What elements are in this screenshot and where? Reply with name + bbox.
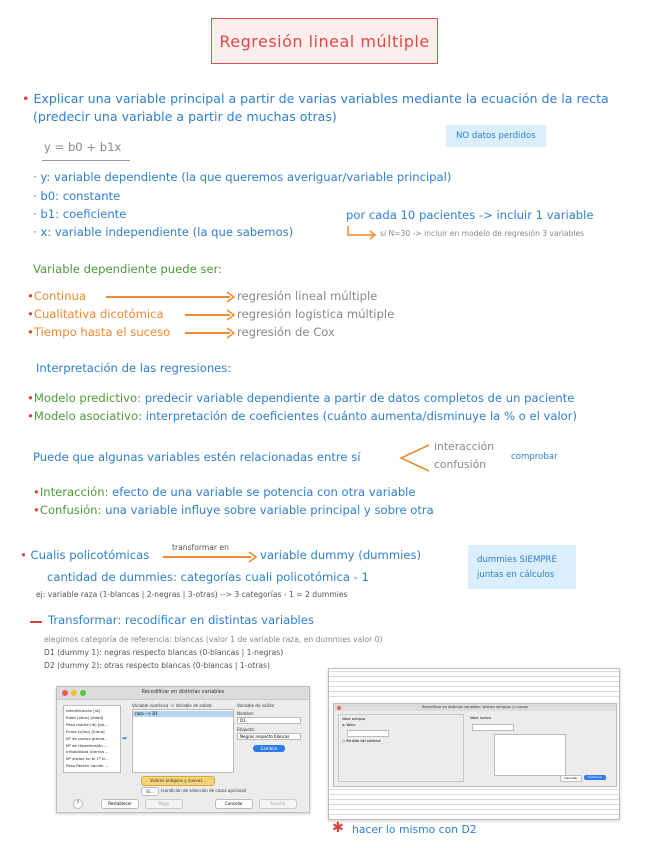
if-condition-text: (condición de selección de casos opcional): [161, 788, 247, 793]
asterisk-icon: ✱: [332, 820, 344, 836]
old-value-label: Valor antiguo: [342, 717, 366, 721]
variable-item[interactable]: Edad (años) [edad]: [66, 714, 104, 720]
type-label: Cualitativa dicotómica: [33, 307, 164, 321]
mapping-list[interactable]: [132, 709, 234, 773]
if-button[interactable]: Si...: [141, 787, 159, 796]
definition-y: · y: variable dependiente (la que queremos averiguar/variable principal): [33, 170, 452, 184]
move-arrow-icon[interactable]: ➡: [122, 735, 128, 742]
arrow-line: [163, 556, 251, 558]
spreadsheet-rows-bottom: [329, 787, 619, 819]
type-label: Continua: [33, 289, 86, 303]
mapping-item[interactable]: raza --> D1: [133, 711, 233, 717]
variable-item[interactable]: Peso madre (lb) [pe...: [66, 721, 108, 727]
model-logistic: regresión logística múltiple: [237, 307, 395, 321]
intro-line-2: (predecir una variable a partir de muchas otras): [33, 109, 337, 124]
arrow-line: [185, 332, 230, 334]
associative-model: •Modelo asociativo: interpretación de coeficientes (cuánto aumenta/disminuye la % o el valor): [27, 409, 578, 423]
data-editor-screenshot: [328, 668, 620, 820]
model-linear: regresión lineal múltiple: [237, 289, 378, 303]
dummies-note-line-1: dummies SIEMPRE: [477, 555, 557, 565]
variable-item[interactable]: Irritabilidad Uterina ...: [66, 749, 109, 755]
variable-list[interactable]: [63, 705, 121, 773]
associative-label: Modelo asociativo:: [33, 409, 142, 423]
dialog-title: Recodificar en distintas variables: [141, 689, 225, 695]
predictive-text: predecir variable dependiente a partir de datos completos de un paciente: [144, 391, 575, 405]
interaction-label: Interacción:: [39, 485, 109, 499]
type-continua: •Continua: [27, 289, 86, 303]
dummies-note: [468, 545, 576, 589]
type-dicotomica: •Cualitativa dicotómica: [27, 307, 164, 321]
old-value-group: [338, 714, 464, 782]
intro-text-1: Explicar una variable principal a partir de varias variables mediante la ecuación de la recta: [33, 91, 609, 106]
value-option[interactable]: ◉ Valor:: [342, 723, 357, 727]
final-note: hacer lo mismo con D2: [352, 823, 477, 836]
type-tiempo: •Tiempo hasta el suceso: [27, 325, 171, 339]
intro-line-1: [22, 91, 609, 106]
name-input[interactable]: D1: [237, 717, 301, 724]
model-cox: regresión de Cox: [237, 325, 335, 339]
bent-arrow-icon: [346, 224, 380, 240]
definition-b1: · b1: coeficiente: [33, 207, 127, 221]
transform-heading: Transformar: recodificar en distintas variables: [48, 613, 314, 627]
label-input[interactable]: Negras respecto blancas: [237, 733, 301, 740]
variable-list-items: [66, 708, 109, 770]
new-value-input[interactable]: [472, 724, 514, 731]
output-header: Variable de salida: [237, 703, 275, 708]
transform-line-2: D1 (dummy 1): negras respecto blancas (0-blancas | 1-negras): [44, 648, 284, 657]
old-new-values-button[interactable]: Valores antiguos y nuevos...: [141, 776, 215, 786]
definition-b0: · b0: constante: [33, 189, 121, 203]
arrow-head-icon: [248, 551, 258, 563]
dummies-note-line-2: juntas en cálculos: [477, 570, 555, 580]
old-new-list[interactable]: [494, 734, 566, 776]
continue-button[interactable]: Continuar: [584, 775, 606, 780]
label-label: Etiqueta:: [237, 727, 256, 732]
variable-item[interactable]: Identificación [id]: [66, 708, 100, 713]
missing-data-note: NO datos perdidos: [446, 125, 546, 147]
dialog-titlebar: [57, 687, 309, 700]
arrow-head-icon: [226, 309, 236, 321]
mapping-header: Variable numérica -> Variable de salida:: [132, 703, 213, 708]
variable-item[interactable]: Nº de Hipertensión ...: [66, 742, 108, 748]
old-new-values-dialog: [333, 703, 617, 787]
predictive-model: •Modelo predictivo: predecir variable dependiente a partir de datos completos de un paciente: [27, 391, 575, 405]
bullet-dot: •: [22, 91, 30, 106]
change-button[interactable]: Cambiar: [253, 745, 285, 752]
sysmiss-option[interactable]: ○ Perdido del sistema: [342, 739, 381, 743]
sysmiss-label: Perdido del sistema: [346, 739, 381, 743]
sample-rule-example: si N=30 -> incluir en modelo de regresión 3 variables: [380, 229, 585, 238]
variable-item[interactable]: Fuma (sí/no) [fuma]: [66, 728, 105, 734]
predictive-label: Modelo predictivo:: [33, 391, 142, 405]
policotomic-label: • Cualis policotómicas: [20, 548, 150, 562]
variable-item[interactable]: Nº de partos prema...: [66, 735, 108, 741]
variable-item[interactable]: Nº visitas en el 1º tr...: [66, 756, 109, 762]
variable-item[interactable]: Peso Recién nacido ...: [66, 763, 109, 769]
arrow-head-icon: [226, 327, 236, 339]
arrow-line: [106, 296, 230, 298]
new-value-label: Valor nuevo: [470, 716, 491, 720]
new-value-group: [468, 714, 612, 780]
type-label: Tiempo hasta el suceso: [33, 325, 171, 339]
spreadsheet-rows-top: [329, 669, 619, 701]
transform-arrow-label: transformar en: [172, 543, 229, 552]
sample-rule: por cada 10 pacientes -> incluir 1 variable: [346, 208, 594, 222]
dialog-title: Recodificar en distintas variables: Valores antiguos y nuevos: [421, 705, 529, 709]
relations-text: Puede que algunas variables estén relacionadas entre sí: [33, 450, 361, 464]
accept-button[interactable]: Aceptar: [259, 799, 297, 809]
old-value-input[interactable]: [347, 730, 389, 737]
dialog-titlebar: [334, 704, 616, 711]
cancel-button[interactable]: Cancelar: [560, 775, 582, 782]
branch-interaction: interacción: [434, 440, 495, 453]
dummy-count: cantidad de dummies: categorías cuali policotómica - 1: [47, 570, 369, 584]
value-option-label: Valor:: [346, 723, 357, 727]
confusion-text: una variable influye sobre variable principal y sobre otra: [105, 503, 434, 517]
check-label: comprobar: [511, 452, 558, 462]
interpretation-heading: Interpretación de las regresiones:: [36, 361, 232, 375]
dash-marker: [30, 621, 42, 623]
recode-dialog: [56, 686, 310, 813]
interaction-item: •Interacción: efecto de una variable se potencia con otra variable: [33, 485, 416, 499]
arrow-head-icon: [226, 291, 236, 303]
formula: y = b0 + b1x: [44, 140, 122, 154]
associative-text: interpretación de coeficientes (cuánto aumenta/disminuye la % o el valor): [145, 409, 578, 423]
branch-bracket-icon: [398, 443, 432, 473]
paste-button[interactable]: Pegar: [145, 799, 183, 809]
confusion-label: Confusión:: [39, 503, 102, 517]
interaction-text: efecto de una variable se potencia con otra variable: [112, 485, 416, 499]
dummy-variable-label: variable dummy (dummies): [260, 548, 422, 562]
help-button[interactable]: ?: [73, 799, 83, 809]
confusion-item: •Confusión: una variable influye sobre variable principal y sobre otra: [33, 503, 434, 517]
cancel-button[interactable]: Cancelar: [215, 799, 253, 809]
formula-underline: [42, 160, 130, 161]
page-title: Regresión lineal múltiple: [211, 18, 438, 64]
arrow-line: [185, 314, 230, 316]
dummy-example: ej: variable raza (1-blancas | 2-negras | 3-otras) --> 3 categorías - 1 = 2 dummies: [36, 590, 348, 599]
name-label: Nombre:: [237, 711, 255, 716]
transform-line-3: D2 (dummy 2): otras respecto blancas (0-blancas | 1-otras): [44, 661, 270, 670]
dependent-heading: Variable dependiente puede ser:: [33, 262, 223, 276]
definition-x: · x: variable independiente (la que sabemos): [33, 225, 294, 239]
reset-button[interactable]: Restablecer: [101, 799, 139, 809]
policotomic-text: Cualis policotómicas: [30, 548, 150, 562]
transform-line-1: elegimos categoría de referencia: blancas (valor 1 de variable raza, en dummies valor 0): [44, 635, 383, 644]
branch-confusion: confusión: [434, 458, 487, 471]
